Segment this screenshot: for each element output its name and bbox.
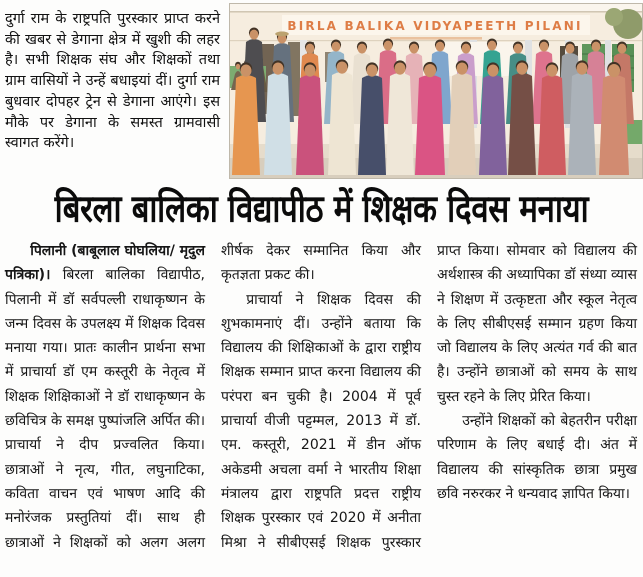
article-paragraph-2: प्राचार्या ने शिक्षक दिवस की शुभकामनाएं दीं। उन्होंने बताया कि विद्यालय की शिक्षिकाओं के द्वारा राष्ट्रीय शिक्षक सम्मान प्राप्त करना विद्यालय की परंपरा बन चुकी है। 2004 में पूर्व प्राचार्या वीजी पट्टम्मल, 2013 में डॉ. एम. कस्तूरी, 2021 में डीन ऑफ अकेडमी अचला वर्मा ने भारतीय शिक्षा मंत्रालय द्वारा राष्ट्रपति प्रदत्त राष्ट्रीय शिक्षक पुरस्कार एवं 2020 में अनीता मिश्रा ने सीबीएसई शिक्षक पुरस्कार प्राप्त किया। सोमवार को विद्यालय की अर्थशास्त्र की अध्यापिका डॉ संध्या व्यास ने शिक्षण में उत्कृष्टता और स्कूल नेतृत्व के लिए सीबीएसई सम्मान ग्रहण किया जो विद्यालय के लिए अत्यंत गर्व की बात है। उन्होंने छात्राओं को समय के साथ चुस्त रहने के लिए प्रेरित किया। — [221, 243, 637, 551]
group-photo-svg — [230, 4, 642, 178]
headline: बिरला बालिका विद्यापीठ में शिक्षक दिवस मनाया — [54, 186, 589, 231]
headline-band — [0, 181, 643, 234]
top-row — [0, 0, 643, 181]
article-paragraph-3: उन्होंने शिक्षकों को बेहतरीन परीक्षा परिणाम के लिए बधाई दी। अंत में विद्यालय की सांस्कृतिक छात्रा प्रमुख छवि नरुरकर ने धन्यवाद ज्ञापित किया। — [437, 413, 637, 502]
paragraph-1-text: बिरला बालिका विद्यापीठ, पिलानी में डॉ सर्वपल्ली राधाकृष्णन के जन्म दिवस के उपलक्ष्य में शिक्षक दिवस मनाया गया। प्रातः कालीन प्रार्थना सभा में प्राचार्या डॉ एम कस्तूरी के नेतृत्व में शिक्षक शिक्षिकाओं ने डॉ राधाकृष्णन के छविचित्र के समक्ष पुष्पांजलि अर्पित की। प्राचार्या ने दीप प्रज्वलित किया। छात्राओं ने नृत्य, गीत, लघुनाटिका, कविता वाचन एवं भाषण आदि की मनोरंजक प्रस्तुतियां दीं। साथ ही छात्राओं ने शिक्षकों को अलग अलग शीर्षक देकर सम्मानित किया और कृतज्ञता प्रकट की। — [5, 243, 421, 551]
group-photo — [229, 3, 643, 179]
photo-banner-text: BIRLA BALIKA VIDYAPEETH PILANI — [287, 19, 583, 33]
left-article-text: दुर्गा राम के राष्ट्रपति पुरस्कार प्राप्त करने की खबर से डेगाना क्षेत्र में खुशी की लहर है। सभी शिक्षक संघ और शिक्षकों तथा ग्राम वासियों ने उन्हें बधाइयां दीं। दुर्गा राम बुधवार दोपहर ट्रेन से डेगाना आएंगे। इस मौके पर डेगाना के समस्त ग्रामवासी स्वागत करेंगे। — [5, 11, 220, 152]
dateline: पिलानी (बाबूलाल घोघलिया/ मृदुल पत्रिका)। — [5, 243, 205, 284]
article-body — [0, 234, 643, 574]
